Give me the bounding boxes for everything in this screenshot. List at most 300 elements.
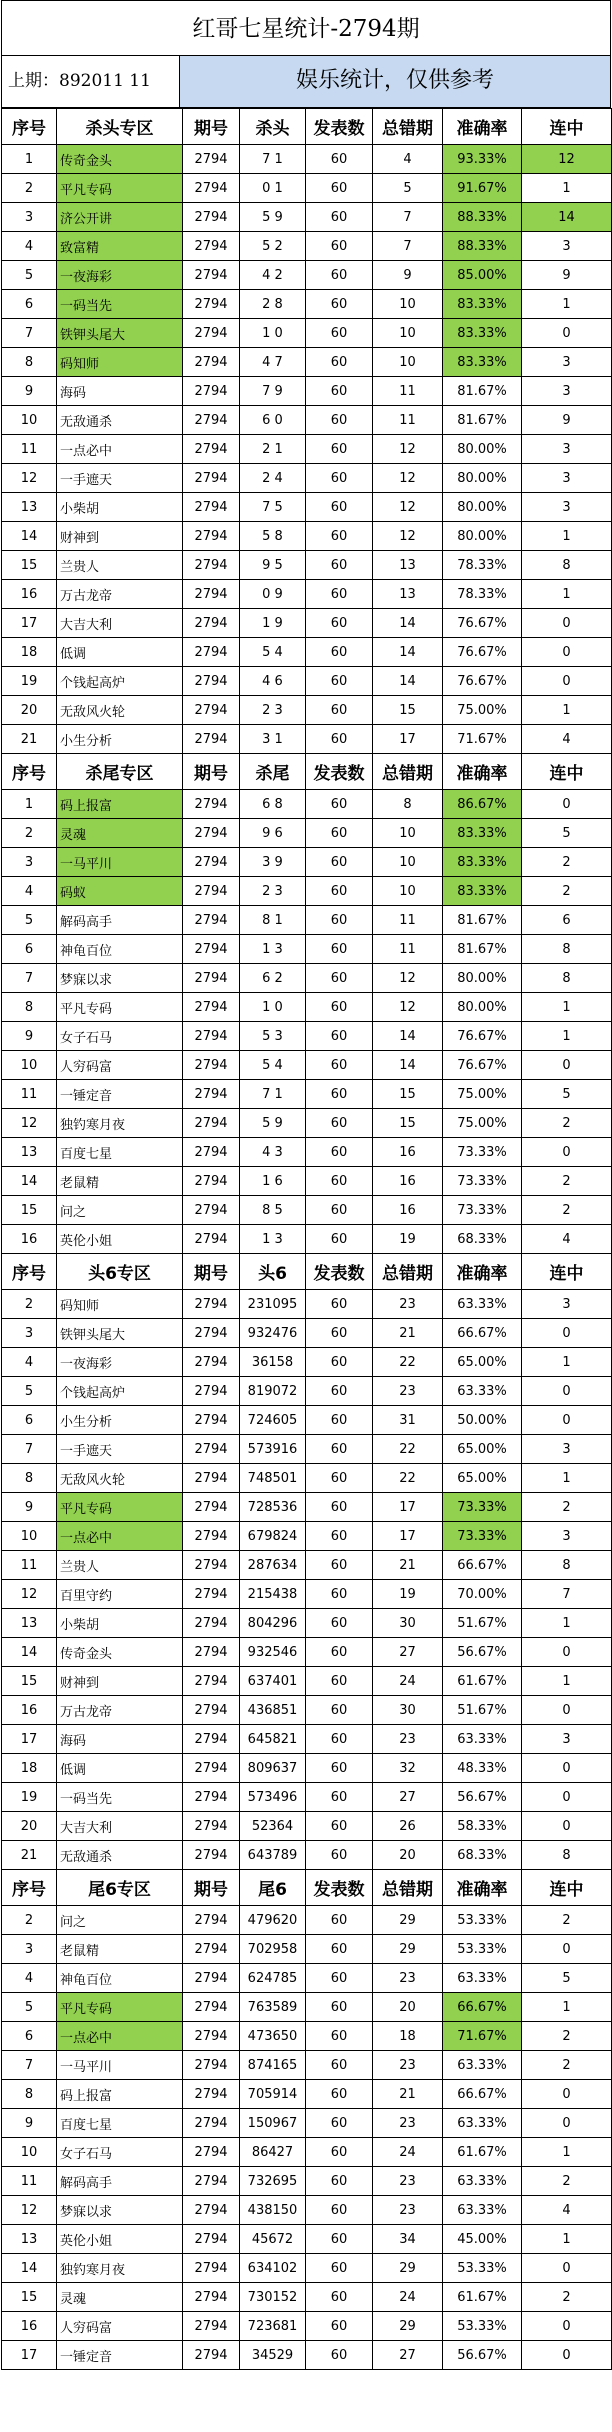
cell-period: 2794 — [183, 2022, 240, 2051]
cell-source-name: 梦寐以求 — [57, 964, 183, 993]
cell-row-index: 7 — [2, 1435, 57, 1464]
cell-source-name: 小生分析 — [57, 725, 183, 754]
cell-prediction: 473650 — [240, 2022, 306, 2051]
cell-published-count: 60 — [306, 1783, 373, 1812]
cell-row-index: 7 — [2, 2051, 57, 2080]
cell-win-streak: 2 — [522, 2283, 612, 2312]
cell-prediction: 728536 — [240, 1493, 306, 1522]
cell-period: 2794 — [183, 551, 240, 580]
cell-source-name: 一点必中 — [57, 2022, 183, 2051]
cell-total-misses: 17 — [373, 725, 443, 754]
cell-total-misses: 12 — [373, 464, 443, 493]
cell-total-misses: 30 — [373, 1609, 443, 1638]
cell-source-name: 码知师 — [57, 348, 183, 377]
cell-published-count: 60 — [306, 1725, 373, 1754]
cell-published-count: 60 — [306, 2341, 373, 2370]
column-header-published-count: 发表数 — [306, 109, 373, 145]
cell-prediction: 231095 — [240, 1290, 306, 1319]
cell-win-streak: 2 — [522, 1906, 612, 1935]
cell-source-name: 英伦小姐 — [57, 2225, 183, 2254]
cell-period: 2794 — [183, 1080, 240, 1109]
cell-period: 2794 — [183, 406, 240, 435]
section-header-row — [2, 1870, 612, 1906]
cell-total-misses: 16 — [373, 1196, 443, 1225]
cell-accuracy: 73.33% — [443, 1493, 522, 1522]
table-row — [2, 1935, 612, 1964]
cell-source-name: 海码 — [57, 377, 183, 406]
column-header-total-misses: 总错期 — [373, 1254, 443, 1290]
cell-win-streak: 8 — [522, 551, 612, 580]
column-header-period: 期号 — [183, 1870, 240, 1906]
cell-source-name: 一夜海彩 — [57, 1348, 183, 1377]
cell-row-index: 18 — [2, 1754, 57, 1783]
table-row — [2, 638, 612, 667]
cell-win-streak: 2 — [522, 1167, 612, 1196]
cell-accuracy: 53.33% — [443, 2312, 522, 2341]
cell-win-streak: 8 — [522, 964, 612, 993]
cell-accuracy: 80.00% — [443, 464, 522, 493]
cell-win-streak: 5 — [522, 1964, 612, 1993]
table-row — [2, 1319, 612, 1348]
column-header-row-index: 序号 — [2, 109, 57, 145]
cell-published-count: 60 — [306, 377, 373, 406]
cell-period: 2794 — [183, 1551, 240, 1580]
cell-published-count: 60 — [306, 261, 373, 290]
cell-published-count: 60 — [306, 406, 373, 435]
cell-published-count: 60 — [306, 2109, 373, 2138]
cell-row-index: 4 — [2, 877, 57, 906]
cell-prediction: 1 3 — [240, 935, 306, 964]
table-row — [2, 1551, 612, 1580]
cell-period: 2794 — [183, 493, 240, 522]
cell-source-name: 问之 — [57, 1906, 183, 1935]
cell-published-count: 60 — [306, 667, 373, 696]
cell-win-streak: 3 — [522, 1435, 612, 1464]
cell-accuracy: 53.33% — [443, 2254, 522, 2283]
cell-row-index: 12 — [2, 1109, 57, 1138]
cell-published-count: 60 — [306, 609, 373, 638]
table-row — [2, 696, 612, 725]
cell-prediction: 215438 — [240, 1580, 306, 1609]
cell-row-index: 10 — [2, 406, 57, 435]
cell-accuracy: 51.67% — [443, 1609, 522, 1638]
cell-period: 2794 — [183, 906, 240, 935]
cell-published-count: 60 — [306, 1138, 373, 1167]
cell-accuracy: 63.33% — [443, 1377, 522, 1406]
cell-win-streak: 0 — [522, 1138, 612, 1167]
cell-row-index: 3 — [2, 848, 57, 877]
cell-win-streak: 0 — [522, 667, 612, 696]
cell-source-name: 码上报富 — [57, 790, 183, 819]
cell-accuracy: 66.67% — [443, 2080, 522, 2109]
cell-accuracy: 88.33% — [443, 232, 522, 261]
cell-row-index: 2 — [2, 1290, 57, 1319]
cell-accuracy: 65.00% — [443, 1435, 522, 1464]
cell-total-misses: 15 — [373, 1080, 443, 1109]
table-row — [2, 2109, 612, 2138]
cell-published-count: 60 — [306, 580, 373, 609]
cell-prediction: 634102 — [240, 2254, 306, 2283]
cell-accuracy: 78.33% — [443, 551, 522, 580]
cell-accuracy: 80.00% — [443, 493, 522, 522]
table-row — [2, 232, 612, 261]
cell-prediction: 2 8 — [240, 290, 306, 319]
cell-prediction: 637401 — [240, 1667, 306, 1696]
cell-accuracy: 83.33% — [443, 877, 522, 906]
cell-source-name: 解码高手 — [57, 2167, 183, 2196]
cell-prediction: 932546 — [240, 1638, 306, 1667]
cell-accuracy: 61.67% — [443, 1667, 522, 1696]
cell-period: 2794 — [183, 2196, 240, 2225]
cell-source-name: 码知师 — [57, 1290, 183, 1319]
table-row — [2, 1725, 612, 1754]
cell-total-misses: 23 — [373, 2196, 443, 2225]
cell-period: 2794 — [183, 2254, 240, 2283]
cell-period: 2794 — [183, 1464, 240, 1493]
cell-row-index: 14 — [2, 1638, 57, 1667]
table-row — [2, 725, 612, 754]
cell-win-streak: 14 — [522, 203, 612, 232]
cell-total-misses: 11 — [373, 935, 443, 964]
cell-published-count: 60 — [306, 819, 373, 848]
cell-period: 2794 — [183, 1935, 240, 1964]
cell-total-misses: 21 — [373, 1319, 443, 1348]
cell-period: 2794 — [183, 232, 240, 261]
cell-published-count: 60 — [306, 2312, 373, 2341]
cell-win-streak: 0 — [522, 2341, 612, 2370]
cell-prediction: 730152 — [240, 2283, 306, 2312]
cell-period: 2794 — [183, 935, 240, 964]
cell-win-streak: 1 — [522, 993, 612, 1022]
cell-source-name: 平凡专码 — [57, 1993, 183, 2022]
cell-total-misses: 29 — [373, 1935, 443, 1964]
cell-source-name: 平凡专码 — [57, 993, 183, 1022]
cell-row-index: 11 — [2, 435, 57, 464]
cell-published-count: 60 — [306, 551, 373, 580]
cell-accuracy: 93.33% — [443, 145, 522, 174]
cell-published-count: 60 — [306, 1638, 373, 1667]
cell-source-name: 灵魂 — [57, 2283, 183, 2312]
cell-source-name: 百度七星 — [57, 1138, 183, 1167]
cell-accuracy: 75.00% — [443, 1080, 522, 1109]
cell-prediction: 702958 — [240, 1935, 306, 1964]
cell-published-count: 60 — [306, 1493, 373, 1522]
cell-source-name: 问之 — [57, 1196, 183, 1225]
cell-row-index: 5 — [2, 906, 57, 935]
cell-prediction: 4 3 — [240, 1138, 306, 1167]
cell-published-count: 60 — [306, 174, 373, 203]
column-header-published-count: 发表数 — [306, 1870, 373, 1906]
table-row — [2, 1638, 612, 1667]
cell-prediction: 763589 — [240, 1993, 306, 2022]
cell-accuracy: 63.33% — [443, 2196, 522, 2225]
cell-win-streak: 0 — [522, 2109, 612, 2138]
cell-total-misses: 22 — [373, 1435, 443, 1464]
cell-source-name: 老鼠精 — [57, 1167, 183, 1196]
cell-accuracy: 73.33% — [443, 1138, 522, 1167]
cell-row-index: 9 — [2, 1493, 57, 1522]
cell-row-index: 14 — [2, 522, 57, 551]
cell-period: 2794 — [183, 1022, 240, 1051]
cell-source-name: 致富精 — [57, 232, 183, 261]
cell-prediction: 732695 — [240, 2167, 306, 2196]
cell-row-index: 7 — [2, 319, 57, 348]
column-header-source-name: 杀头专区 — [57, 109, 183, 145]
cell-published-count: 60 — [306, 2196, 373, 2225]
cell-source-name: 低调 — [57, 638, 183, 667]
cell-total-misses: 29 — [373, 1906, 443, 1935]
cell-source-name: 平凡专码 — [57, 174, 183, 203]
cell-period: 2794 — [183, 1196, 240, 1225]
cell-period: 2794 — [183, 2051, 240, 2080]
cell-period: 2794 — [183, 1638, 240, 1667]
cell-total-misses: 32 — [373, 1754, 443, 1783]
cell-row-index: 13 — [2, 2225, 57, 2254]
cell-accuracy: 81.67% — [443, 906, 522, 935]
table-row — [2, 1464, 612, 1493]
cell-total-misses: 27 — [373, 1783, 443, 1812]
cell-row-index: 19 — [2, 667, 57, 696]
cell-row-index: 3 — [2, 1319, 57, 1348]
cell-accuracy: 71.67% — [443, 725, 522, 754]
column-header-total-misses: 总错期 — [373, 1870, 443, 1906]
cell-row-index: 9 — [2, 377, 57, 406]
cell-total-misses: 23 — [373, 1377, 443, 1406]
cell-prediction: 1 9 — [240, 609, 306, 638]
stats-table — [1, 108, 612, 2370]
cell-accuracy: 73.33% — [443, 1196, 522, 1225]
column-header-period: 期号 — [183, 1254, 240, 1290]
cell-row-index: 5 — [2, 1993, 57, 2022]
cell-published-count: 60 — [306, 993, 373, 1022]
cell-total-misses: 18 — [373, 2022, 443, 2051]
cell-row-index: 11 — [2, 1551, 57, 1580]
cell-source-name: 神龟百位 — [57, 935, 183, 964]
cell-total-misses: 8 — [373, 790, 443, 819]
cell-win-streak: 0 — [522, 790, 612, 819]
cell-total-misses: 30 — [373, 1696, 443, 1725]
cell-source-name: 一夜海彩 — [57, 261, 183, 290]
cell-total-misses: 23 — [373, 2109, 443, 2138]
cell-prediction: 5 3 — [240, 1022, 306, 1051]
cell-prediction: 1 0 — [240, 993, 306, 1022]
cell-period: 2794 — [183, 1609, 240, 1638]
cell-win-streak: 0 — [522, 1783, 612, 1812]
cell-accuracy: 75.00% — [443, 696, 522, 725]
cell-prediction: 5 4 — [240, 1051, 306, 1080]
cell-prediction: 5 9 — [240, 203, 306, 232]
cell-source-name: 无敌风火轮 — [57, 696, 183, 725]
cell-win-streak: 1 — [522, 522, 612, 551]
cell-total-misses: 14 — [373, 609, 443, 638]
cell-row-index: 4 — [2, 1964, 57, 1993]
table-row — [2, 2196, 612, 2225]
cell-published-count: 60 — [306, 203, 373, 232]
sheet-title: 红哥七星统计-2794期 — [1, 0, 611, 56]
cell-prediction: 0 1 — [240, 174, 306, 203]
cell-period: 2794 — [183, 348, 240, 377]
cell-accuracy: 56.67% — [443, 1638, 522, 1667]
table-row — [2, 1225, 612, 1254]
cell-published-count: 60 — [306, 848, 373, 877]
cell-accuracy: 83.33% — [443, 848, 522, 877]
cell-accuracy: 63.33% — [443, 2051, 522, 2080]
table-row — [2, 493, 612, 522]
cell-period: 2794 — [183, 174, 240, 203]
cell-published-count: 60 — [306, 2225, 373, 2254]
cell-accuracy: 63.33% — [443, 1290, 522, 1319]
table-row — [2, 2080, 612, 2109]
cell-prediction: 438150 — [240, 2196, 306, 2225]
cell-period: 2794 — [183, 319, 240, 348]
cell-prediction: 2 4 — [240, 464, 306, 493]
table-row — [2, 1667, 612, 1696]
cell-source-name: 铁钾头尾大 — [57, 1319, 183, 1348]
cell-prediction: 4 6 — [240, 667, 306, 696]
cell-win-streak: 3 — [522, 464, 612, 493]
column-header-win-streak: 连中 — [522, 1254, 612, 1290]
cell-row-index: 21 — [2, 1841, 57, 1870]
cell-total-misses: 16 — [373, 1138, 443, 1167]
cell-prediction: 3 9 — [240, 848, 306, 877]
cell-published-count: 60 — [306, 1551, 373, 1580]
cell-prediction: 643789 — [240, 1841, 306, 1870]
cell-period: 2794 — [183, 1667, 240, 1696]
cell-total-misses: 11 — [373, 906, 443, 935]
column-header-accuracy: 准确率 — [443, 1254, 522, 1290]
cell-accuracy: 68.33% — [443, 1225, 522, 1254]
cell-total-misses: 9 — [373, 261, 443, 290]
table-row — [2, 1493, 612, 1522]
cell-source-name: 老鼠精 — [57, 1935, 183, 1964]
table-row — [2, 348, 612, 377]
cell-published-count: 60 — [306, 2283, 373, 2312]
cell-period: 2794 — [183, 1435, 240, 1464]
cell-win-streak: 8 — [522, 1551, 612, 1580]
cell-total-misses: 27 — [373, 1638, 443, 1667]
cell-row-index: 5 — [2, 261, 57, 290]
cell-accuracy: 73.33% — [443, 1522, 522, 1551]
cell-prediction: 5 8 — [240, 522, 306, 551]
cell-row-index: 15 — [2, 2283, 57, 2312]
cell-row-index: 8 — [2, 1464, 57, 1493]
cell-period: 2794 — [183, 696, 240, 725]
cell-accuracy: 81.67% — [443, 377, 522, 406]
cell-win-streak: 0 — [522, 2312, 612, 2341]
table-row — [2, 261, 612, 290]
cell-accuracy: 81.67% — [443, 935, 522, 964]
cell-win-streak: 3 — [522, 1522, 612, 1551]
cell-period: 2794 — [183, 964, 240, 993]
table-row — [2, 551, 612, 580]
column-header-source-name: 尾6专区 — [57, 1870, 183, 1906]
cell-accuracy: 85.00% — [443, 261, 522, 290]
cell-win-streak: 8 — [522, 935, 612, 964]
cell-published-count: 60 — [306, 2138, 373, 2167]
table-row — [2, 406, 612, 435]
cell-total-misses: 14 — [373, 667, 443, 696]
cell-total-misses: 17 — [373, 1493, 443, 1522]
table-row — [2, 319, 612, 348]
cell-period: 2794 — [183, 145, 240, 174]
cell-win-streak: 0 — [522, 1754, 612, 1783]
cell-accuracy: 61.67% — [443, 2138, 522, 2167]
cell-source-name: 灵魂 — [57, 819, 183, 848]
table-row — [2, 2254, 612, 2283]
table-row — [2, 464, 612, 493]
cell-period: 2794 — [183, 1522, 240, 1551]
cell-total-misses: 21 — [373, 2080, 443, 2109]
cell-published-count: 60 — [306, 232, 373, 261]
cell-prediction: 6 0 — [240, 406, 306, 435]
cell-total-misses: 31 — [373, 1406, 443, 1435]
cell-period: 2794 — [183, 1754, 240, 1783]
cell-win-streak: 4 — [522, 2196, 612, 2225]
cell-total-misses: 23 — [373, 1290, 443, 1319]
cell-source-name: 百里守约 — [57, 1580, 183, 1609]
cell-published-count: 60 — [306, 1377, 373, 1406]
cell-published-count: 60 — [306, 1841, 373, 1870]
cell-period: 2794 — [183, 2341, 240, 2370]
cell-win-streak: 1 — [522, 1667, 612, 1696]
cell-total-misses: 10 — [373, 319, 443, 348]
cell-total-misses: 24 — [373, 1667, 443, 1696]
cell-row-index: 9 — [2, 1022, 57, 1051]
cell-period: 2794 — [183, 1580, 240, 1609]
cell-row-index: 13 — [2, 493, 57, 522]
cell-source-name: 平凡专码 — [57, 1493, 183, 1522]
cell-prediction: 5 9 — [240, 1109, 306, 1138]
cell-row-index: 20 — [2, 1812, 57, 1841]
cell-prediction: 2 3 — [240, 696, 306, 725]
cell-prediction: 7 9 — [240, 377, 306, 406]
cell-row-index: 2 — [2, 819, 57, 848]
table-row — [2, 964, 612, 993]
column-header-total-misses: 总错期 — [373, 109, 443, 145]
cell-accuracy: 53.33% — [443, 1935, 522, 1964]
cell-row-index: 1 — [2, 790, 57, 819]
cell-source-name: 小柴胡 — [57, 1609, 183, 1638]
cell-source-name: 个钱起高炉 — [57, 1377, 183, 1406]
cell-prediction: 932476 — [240, 1319, 306, 1348]
cell-source-name: 一锤定音 — [57, 2341, 183, 2370]
cell-period: 2794 — [183, 1290, 240, 1319]
cell-win-streak: 1 — [522, 1609, 612, 1638]
cell-source-name: 个钱起高炉 — [57, 667, 183, 696]
cell-row-index: 7 — [2, 964, 57, 993]
cell-total-misses: 23 — [373, 2051, 443, 2080]
table-row — [2, 1696, 612, 1725]
cell-period: 2794 — [183, 1696, 240, 1725]
cell-period: 2794 — [183, 2167, 240, 2196]
cell-published-count: 60 — [306, 145, 373, 174]
cell-source-name: 大吉大利 — [57, 1812, 183, 1841]
table-row — [2, 1167, 612, 1196]
table-row — [2, 1812, 612, 1841]
table-row — [2, 906, 612, 935]
cell-period: 2794 — [183, 790, 240, 819]
cell-row-index: 3 — [2, 1935, 57, 1964]
table-row — [2, 1290, 612, 1319]
cell-prediction: 7 1 — [240, 1080, 306, 1109]
table-row — [2, 1609, 612, 1638]
cell-total-misses: 10 — [373, 848, 443, 877]
cell-prediction: 2 1 — [240, 435, 306, 464]
cell-row-index: 16 — [2, 1696, 57, 1725]
cell-published-count: 60 — [306, 2080, 373, 2109]
cell-prediction: 9 6 — [240, 819, 306, 848]
cell-accuracy: 56.67% — [443, 2341, 522, 2370]
